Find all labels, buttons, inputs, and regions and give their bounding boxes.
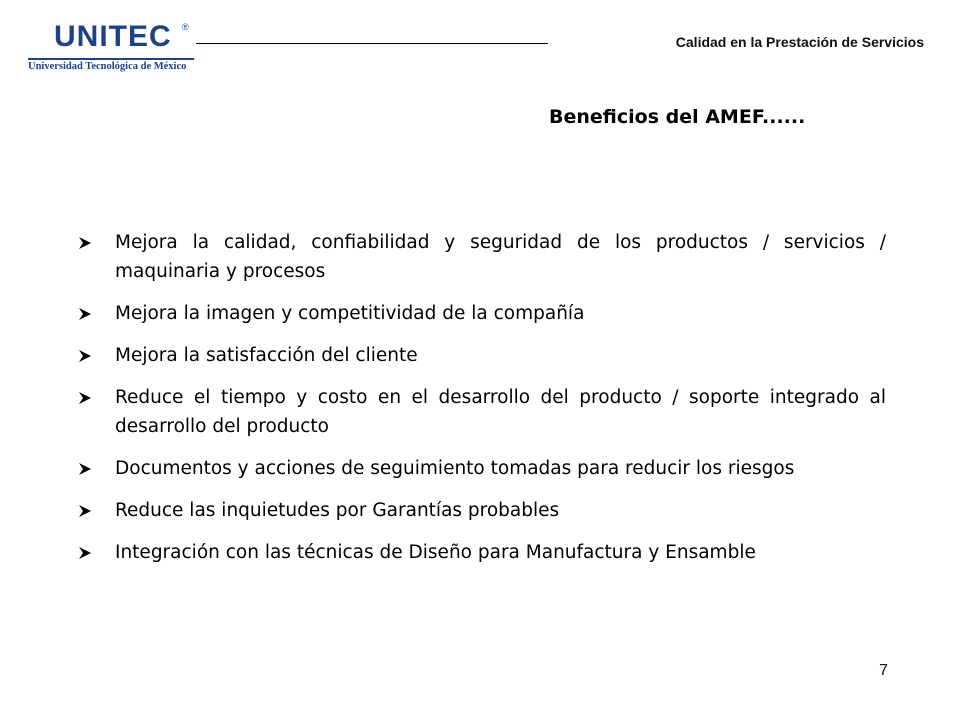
arrowhead-bullet-icon <box>78 228 96 257</box>
registered-mark: ® <box>182 22 189 32</box>
list-item <box>78 299 886 328</box>
list-item <box>78 228 886 286</box>
arrowhead-bullet-icon <box>78 496 96 525</box>
header-divider <box>196 43 548 44</box>
arrowhead-bullet-icon <box>78 299 96 328</box>
list-item <box>78 496 886 525</box>
course-title: Calidad en la Prestación de Servicios <box>675 34 924 50</box>
arrowhead-bullet-icon <box>78 341 96 370</box>
list-item <box>78 341 886 370</box>
unitec-logo <box>28 20 198 72</box>
bullet-text: Documentos y acciones de seguimiento tomadas para reducir los riesgos <box>115 458 795 479</box>
bullet-text: Reduce las inquietudes por Garantías probables <box>115 500 560 521</box>
arrowhead-bullet-icon <box>78 454 96 483</box>
bullet-text: Integración con las técnicas de Diseño para Manufactura y Ensamble <box>115 542 756 563</box>
logo-subtitle: Universidad Tecnológica de México <box>28 61 187 72</box>
bullet-text: Reduce el tiempo y costo en el desarrollo del producto / soporte integrado al desarrollo del producto <box>115 387 886 437</box>
list-item <box>78 383 886 441</box>
arrowhead-bullet-icon <box>78 383 96 412</box>
list-item <box>78 454 886 483</box>
slide-title: Beneficios del AMEF...... <box>549 106 806 128</box>
bullet-text: Mejora la calidad, confiabilidad y seguridad de los productos / servicios / maquinaria y procesos <box>115 232 886 282</box>
logo-wordmark: UNITEC <box>54 20 172 53</box>
bullet-text: Mejora la imagen y competitividad de la compañía <box>115 303 585 324</box>
arrowhead-bullet-icon <box>78 538 96 567</box>
benefits-list <box>78 228 886 580</box>
list-item <box>78 538 886 567</box>
bullet-text: Mejora la satisfacción del cliente <box>115 345 418 366</box>
page-number: 7 <box>879 662 888 679</box>
